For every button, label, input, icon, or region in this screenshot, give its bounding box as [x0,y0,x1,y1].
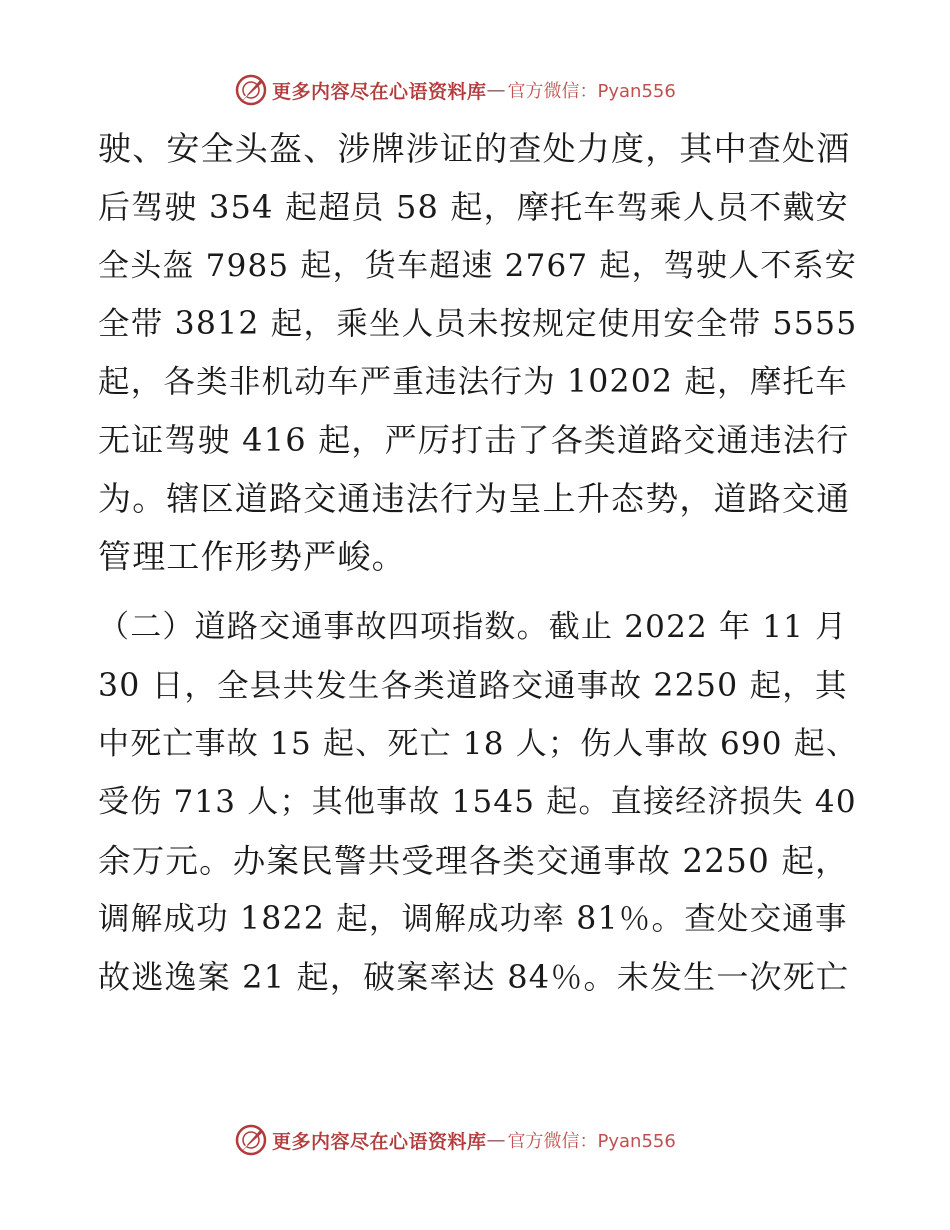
footer-banner [234,1122,676,1158]
text-line: 后驾驶 354 起超员 58 起，摩托车驾乘人员不戴安 [98,188,849,227]
quill-logo-icon [234,1123,268,1157]
paragraph-1 [98,120,858,586]
text-line: 余万元。办案民警共受理各类交通事故 2250 起， [98,841,849,880]
text-line: 调解成功 1822 起，调解成功率 81％。查处交通事 [98,900,848,937]
text-line: 管理工作形势严峻。 [98,537,406,577]
text-line: 驶、安全头盔、涉牌涉证的查处力度，其中查处酒 [98,129,851,168]
text-line: 起，各类非机动车严重违法行为 10202 起，摩托车 [98,364,848,401]
text-line: 为。辖区道路交通违法行为呈上升态势，道路交通 [98,478,851,518]
quill-logo-icon [234,73,268,107]
banner-contact: 官方微信：Pyan556 [507,81,676,102]
document-body [98,120,858,1006]
text-line: 全带 3812 起，乘坐人员未按规定使用安全带 5555 [98,305,858,342]
banner-title: 更多内容尽在心语资料库 [272,1130,487,1153]
banner-separator: — [486,79,506,101]
text-line: 中死亡事故 15 起、死亡 18 人；伤人事故 690 起、 [98,725,859,762]
text-line: 受伤 713 人；其他事故 1545 起。直接经济损失 40 [98,784,857,821]
banner-separator: — [486,1129,506,1151]
text-line: （二）道路交通事故四项指数。截止 2022 年 11 月 [98,609,848,646]
text-line: 全头盔 7985 起，货车超速 2767 起，驾驶人不系安 [98,247,857,284]
banner-contact: 官方微信：Pyan556 [507,1131,676,1152]
header-banner [234,72,676,108]
text-line: 无证驾驶 416 起，严厉打击了各类道路交通违法行 [98,421,850,460]
paragraph-2 [98,598,858,1006]
text-line: 故逃逸案 21 起，破案率达 84％。未发生一次死亡 [98,958,850,997]
text-line: 30 日，全县共发生各类道路交通事故 2250 起，其 [98,667,848,704]
banner-title: 更多内容尽在心语资料库 [272,80,487,103]
